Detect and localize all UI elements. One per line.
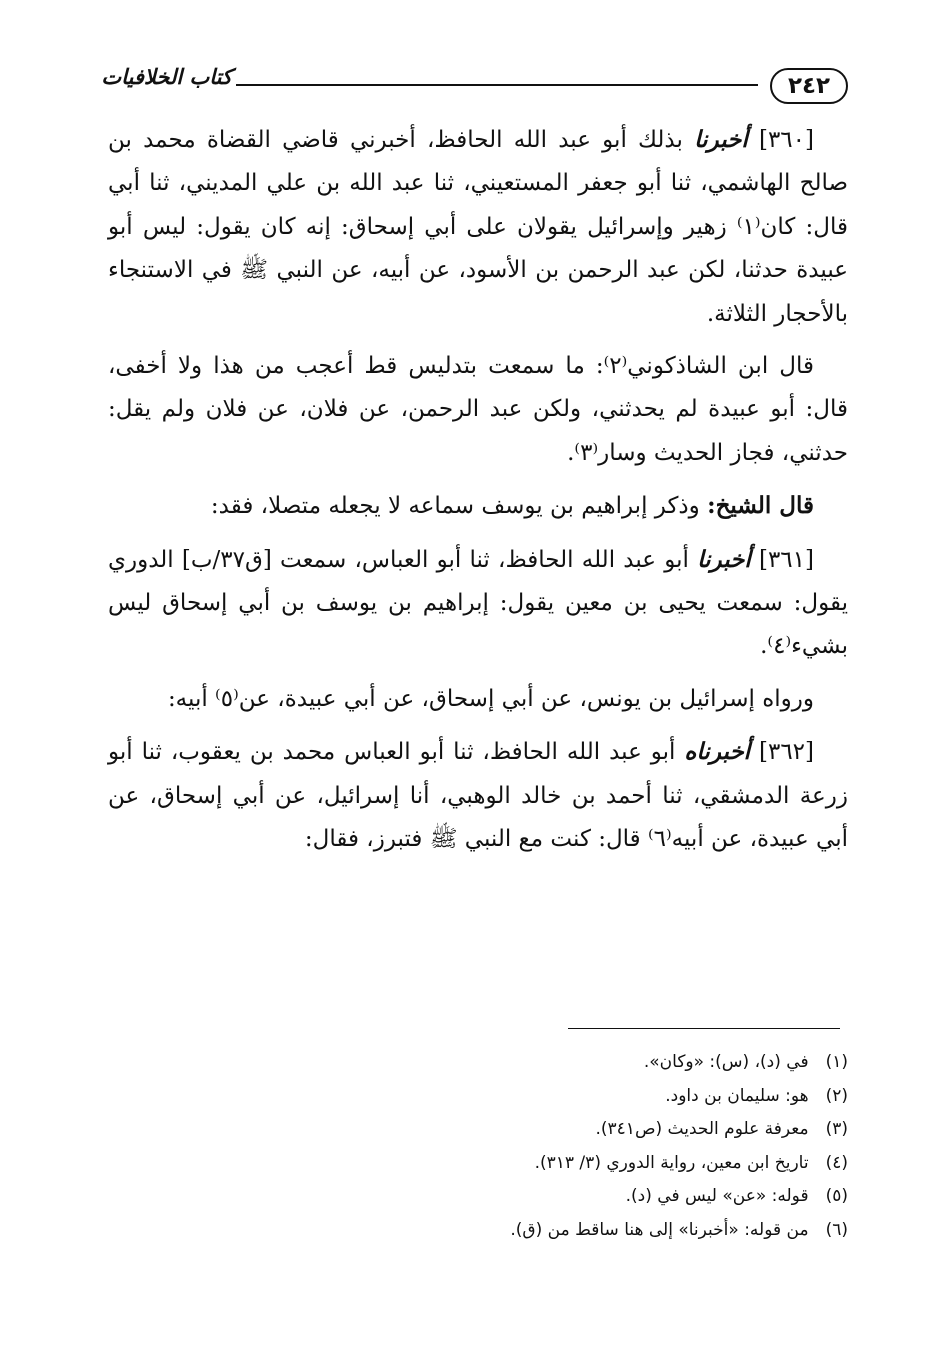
footnote-text: معرفة علوم الحديث (ص٣٤١). [595,1119,809,1140]
book-title: كتاب الخلافيات [101,64,232,89]
footnote-2 [108,1080,848,1114]
footnote-6 [108,1214,848,1248]
paragraph-israil [108,678,848,721]
header-rule [236,84,758,86]
page-header [101,62,848,112]
hadith-keyword: أخبرناه [684,738,751,766]
hadith-keyword: أخبرنا [694,126,748,153]
paragraph-361 [108,538,848,669]
footnote-number: (٥) [825,1186,848,1207]
paragraph-360 [108,118,848,336]
footnote-text: من قوله: «أخبرنا» إلى هنا ساقط من (ق). [510,1219,809,1240]
footnote-text: هو: سليمان بن داود. [665,1085,809,1106]
footnote-4 [108,1147,848,1181]
paragraph-shaykh [108,484,848,528]
paragraph-text: أبو عبد الله الحافظ، ثنا أبو العباس محمد بن يعقوب، ثنا أبو زرعة الدمشقي، ثنا أحمد بن خالد الوهبي، أنا إسرائيل، عن أبي إسحاق، عن أبي عبيدة، عن أبيه⁽٦⁾ قال: كنت مع النبي ﷺ فتبرز، فقال: [108,739,848,853]
paragraph-text: قال ابن الشاذكوني⁽٢⁾: ما سمعت بتدليس قط أعجب من هذا ولا أخفى، قال: أبو عبيدة لم يحدثني، ولكن عبد الرحمن، عن فلان، عن فلان ولم يقل: حدثني، فجاز الحديث وسار⁽٣⁾. [108,353,848,466]
footnote-5 [108,1180,848,1214]
hadith-keyword: أخبرنا [697,545,751,573]
footnote-1 [108,1046,848,1080]
footnote-text: قوله: «عن» ليس في (د). [625,1186,809,1207]
paragraph-text: وذكر إبراهيم بن يوسف سماعه لا يجعله متصلا، فقد: [210,493,700,520]
footnote-number: (٤) [825,1152,848,1173]
hadith-number: [٣٦٠] [758,127,814,153]
footnote-rule [568,1028,840,1029]
footnote-number: (٦) [825,1219,848,1240]
paragraph-text: ورواه إسرائيل بن يونس، عن أبي إسحاق، عن أبي عبيدة، عن⁽٥⁾ أبيه: [167,685,814,712]
footnote-text: في (د)، (س): «وكان». [643,1052,809,1072]
hadith-number: [٣٦٢] [758,739,815,766]
hadith-number: [٣٦١] [758,546,814,573]
page-number: ٢٤٢ [770,68,848,104]
footnote-3 [108,1113,848,1147]
footnote-number: (٣) [825,1119,848,1140]
main-text [108,118,848,871]
footnote-number: (١) [825,1052,848,1072]
paragraph-text: أبو عبد الله الحافظ، ثنا أبو العباس، سمعت [ق٣٧/ب] الدوري يقول: سمعت يحيى بن معين يقول: إبراهيم بن يوسف بن أبي إسحاق ليس بشيء⁽٤⁾. [108,546,848,660]
paragraph-lead: قال الشيخ: [707,492,814,520]
paragraph-362 [108,730,848,861]
paragraph-text: بذلك أبو عبد الله الحافظ، أخبرني قاضي القضاة محمد بن صالح الهاشمي، ثنا أبو جعفر المستعيني، ثنا عبد الله بن علي المديني، ثنا أبي قال: كان⁽١⁾ زهير وإسرائيل يقولان على أبي إسحاق: إنه كان يقول: ليس أبو عبيدة حدثنا، لكن عبد الرحمن بن الأسود، عن أبيه، عن النبي ﷺ في الاستنجاء بالأحجار الثلاثة. [108,127,848,327]
footnote-text: تاريخ ابن معين، رواية الدوري (٣/ ٣١٣). [534,1152,809,1173]
footnotes [108,1046,848,1248]
paragraph-shadhakuni [108,345,848,475]
footnote-number: (٢) [825,1085,848,1106]
